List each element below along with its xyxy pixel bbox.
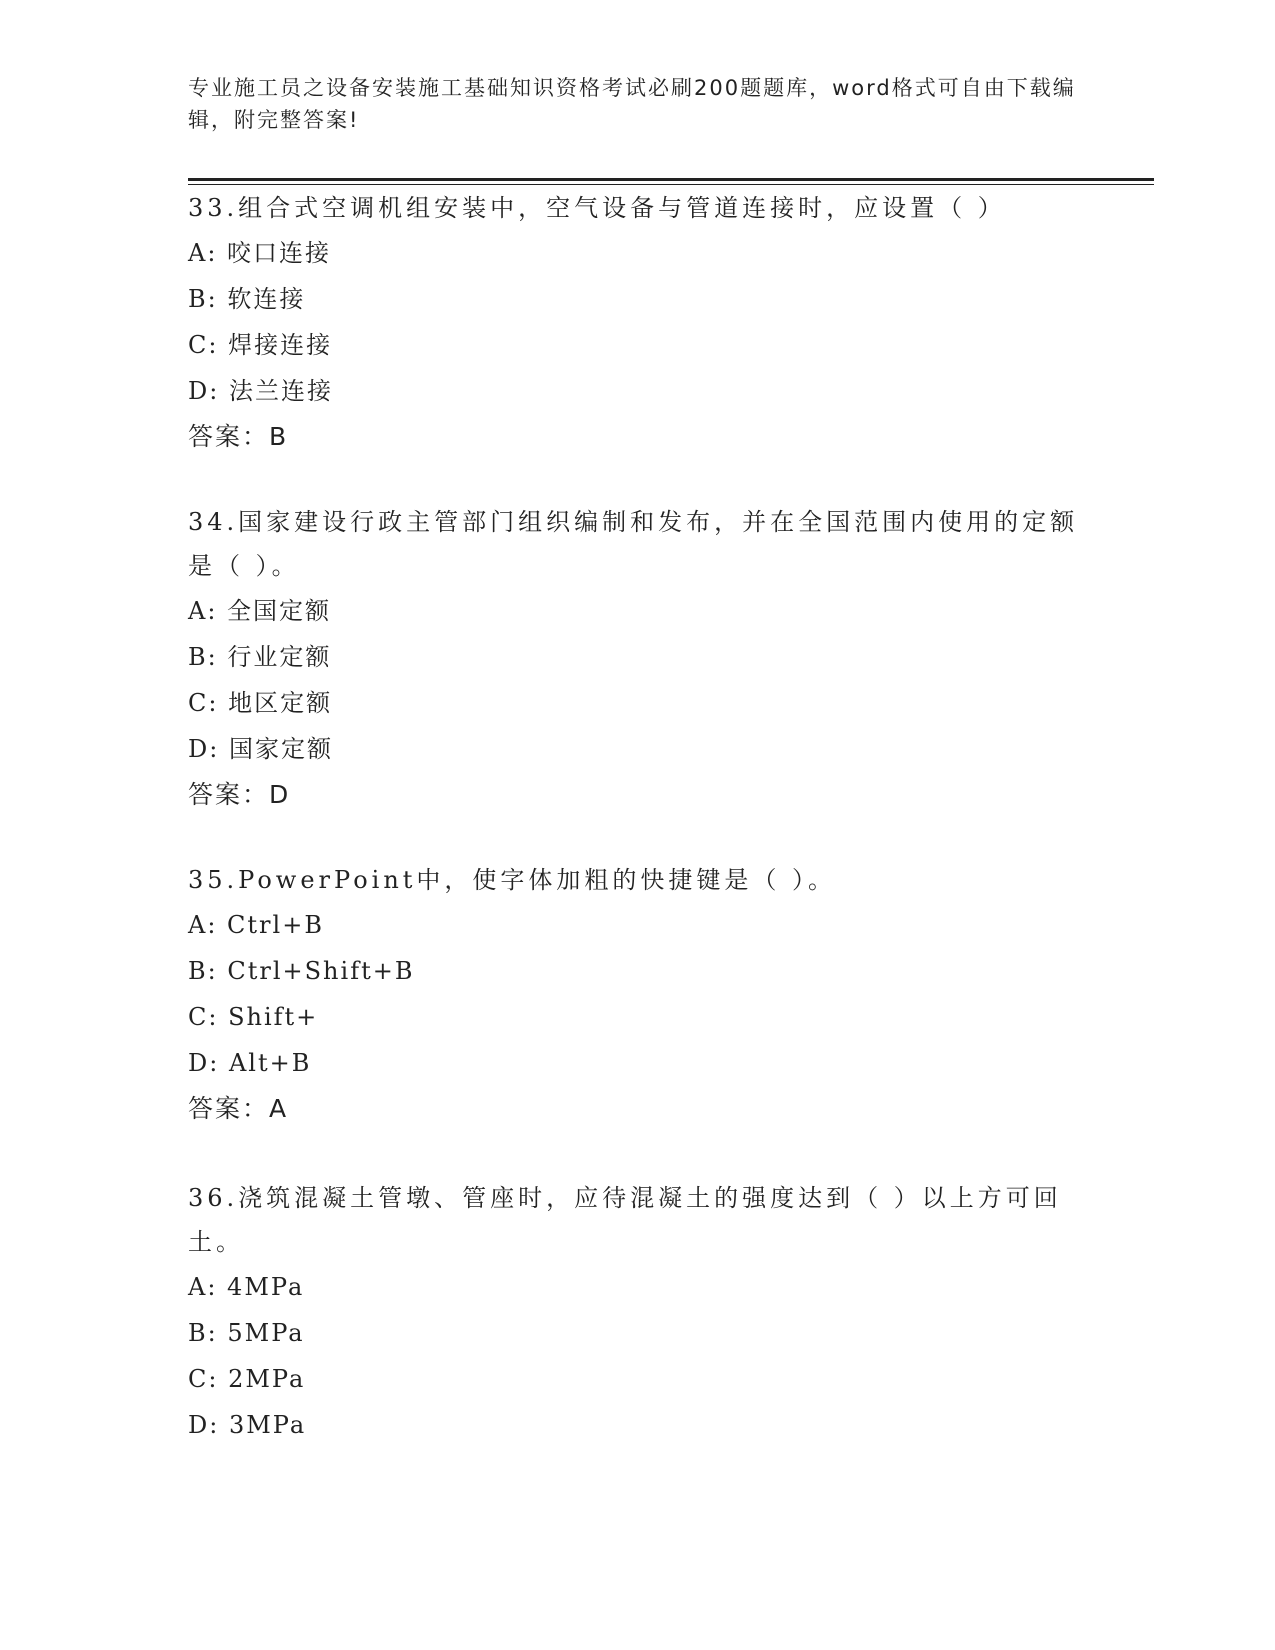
- question-33: [188, 186, 1088, 460]
- option-c: C: Shift+: [188, 1003, 319, 1031]
- question-34: [188, 500, 1088, 818]
- option-c: C: 地区定额: [188, 689, 333, 717]
- option-b: B: 5MPa: [188, 1319, 305, 1347]
- option-c: C: 焊接连接: [188, 331, 333, 359]
- option-d: D: Alt+B: [188, 1049, 312, 1077]
- option-b: B: Ctrl+Shift+B: [188, 957, 415, 985]
- option-b: B: 软连接: [188, 285, 306, 313]
- option-a: A: 4MPa: [188, 1273, 305, 1301]
- option-a: A: 咬口连接: [188, 239, 332, 267]
- option-a: A: Ctrl+B: [188, 911, 324, 939]
- answer: 答案：B: [188, 422, 289, 451]
- answer: 答案：D: [188, 780, 291, 809]
- page-header: 专业施工员之设备安装施工基础知识资格考试必刷200题题库，word格式可自由下载编辑，附完整答案!: [188, 76, 1076, 132]
- option-a: A: 全国定额: [188, 597, 332, 625]
- option-c: C: 2MPa: [188, 1365, 306, 1393]
- answer: 答案：A: [188, 1094, 289, 1123]
- option-d: D: 国家定额: [188, 735, 333, 763]
- question-text: 35.PowerPoint中，使字体加粗的快捷键是（ ）。: [188, 866, 837, 894]
- option-b: B: 行业定额: [188, 643, 332, 671]
- header-rule-thin: [188, 184, 1154, 185]
- option-d: D: 3MPa: [188, 1411, 307, 1439]
- header-rule-thick: [188, 178, 1154, 181]
- question-35: [188, 858, 1088, 1132]
- question-text: 36.浇筑混凝土管墩、管座时，应待混凝土的强度达到（ ）以上方可回土。: [188, 1184, 1062, 1256]
- question-text: 34.国家建设行政主管部门组织编制和发布，并在全国范围内使用的定额是（ ）。: [188, 508, 1079, 580]
- question-36: [188, 1176, 1088, 1448]
- option-d: D: 法兰连接: [188, 377, 333, 405]
- question-text: 33.组合式空调机组安装中，空气设备与管道连接时，应设置（ ）: [188, 194, 1006, 222]
